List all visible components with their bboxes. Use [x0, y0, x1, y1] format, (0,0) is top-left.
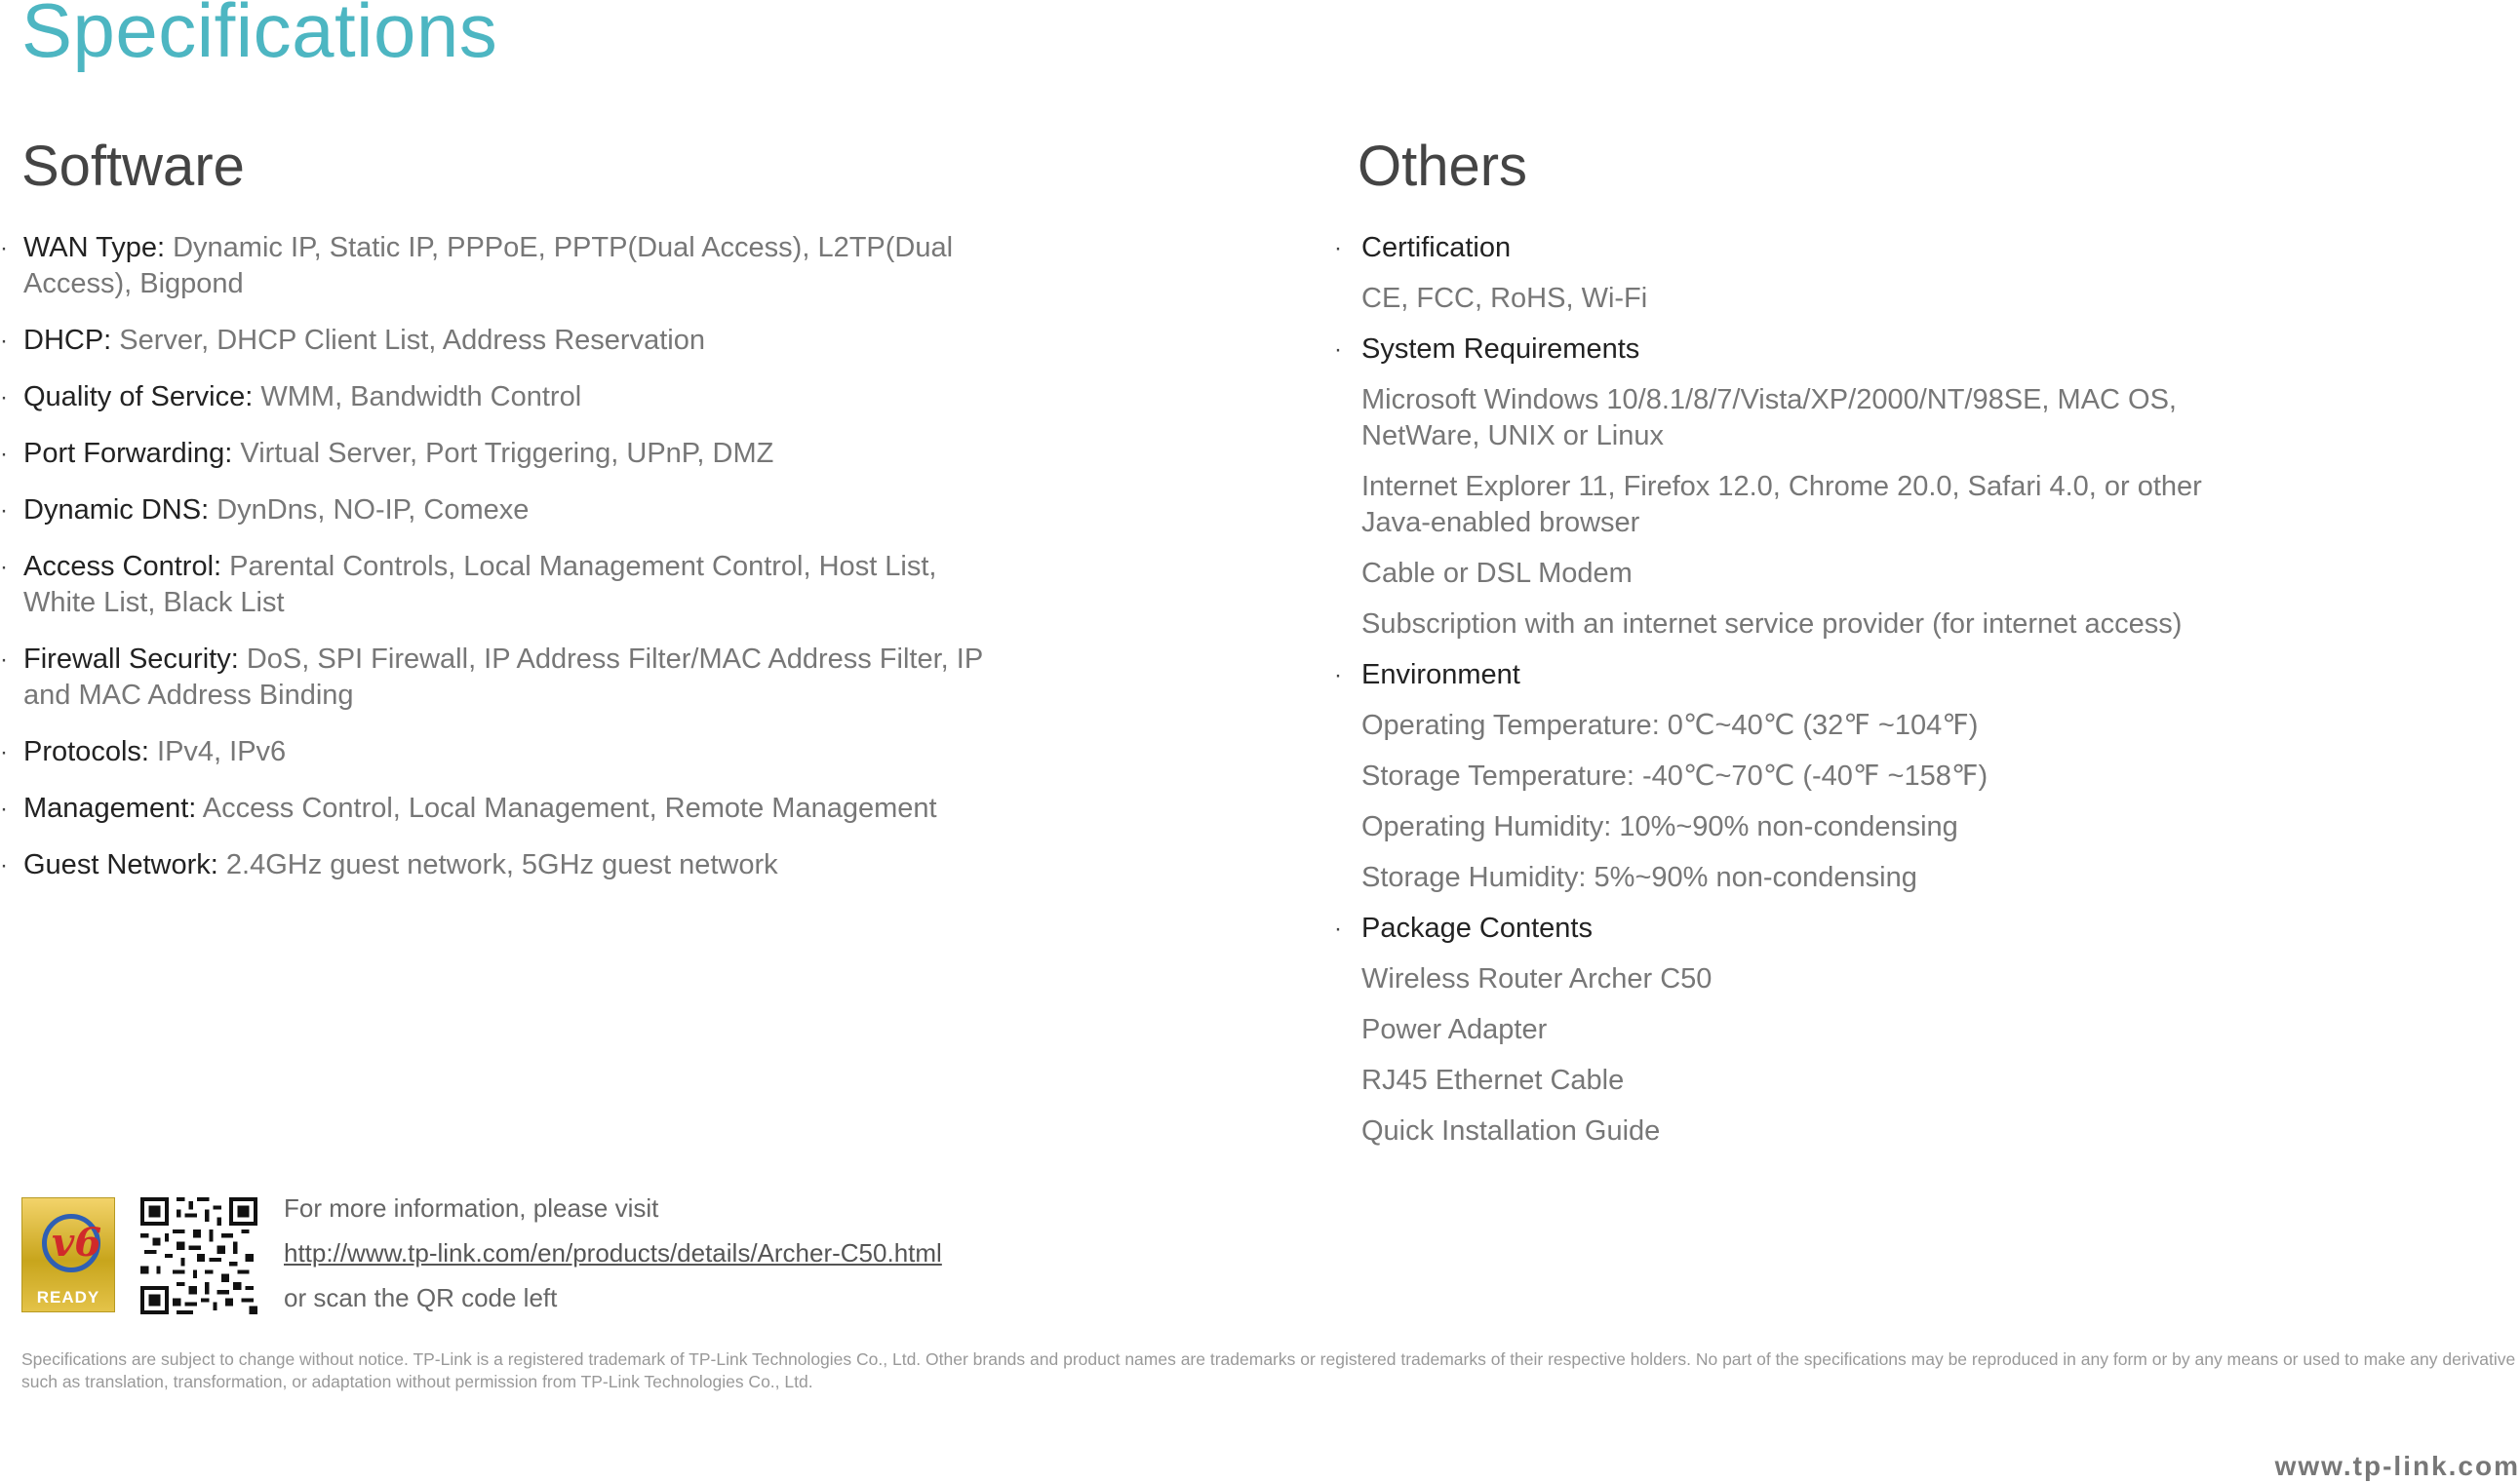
spec-label: Management: [23, 793, 197, 824]
bullet-icon: · [1334, 916, 1342, 942]
bullet-icon: · [0, 739, 8, 765]
system-requirement-isp: Subscription with an internet service provider (for internet access) [1361, 608, 2183, 640]
spec-item-firewall-security [0, 642, 1024, 714]
storage-temperature: Storage Temperature: -40℃~70℃ (-40℉ ~158℉) [1361, 761, 1988, 792]
bullet-icon: · [0, 796, 8, 822]
scan-qr-text: or scan the QR code left [284, 1283, 558, 1312]
bullet-icon: · [0, 235, 8, 261]
spec-value: DynDns, NO-IP, Comexe [209, 494, 530, 526]
spec-label: Quality of Service: [23, 381, 254, 412]
system-requirements-heading [1334, 332, 2309, 368]
software-heading: Software [21, 135, 245, 198]
section-label: Environment [1361, 659, 1520, 690]
section-label: Certification [1361, 232, 1512, 263]
spec-label: DHCP: [23, 325, 112, 356]
bullet-icon: · [1334, 662, 1342, 688]
others-heading: Others [1358, 135, 1528, 198]
section-label: System Requirements [1361, 333, 1640, 365]
package-item-power-adapter: Power Adapter [1361, 1014, 1548, 1045]
spec-item-dhcp [0, 323, 1024, 359]
bullet-icon: · [0, 497, 8, 524]
bullet-icon: · [0, 441, 8, 467]
legal-disclaimer: Specifications are subject to change without notice. TP-Link is a registered trademark of TP-Link Technologies Co., Ltd. Other brands and product names are trademarks or registered trademarks of their respective holders. No part of the specifications may be reproduced in any form or by any means or used to make any derivative such as translation, transformation, or adaptation without permission from TP-Link Technologies Co., Ltd. [21, 1349, 2516, 1391]
spec-value: Virtual Server, Port Triggering, UPnP, DMZ [232, 438, 774, 469]
system-requirement-browser: Internet Explorer 11, Firefox 12.0, Chrome 20.0, Safari 4.0, or other Java-enabled browser [1361, 471, 2202, 538]
spec-item-dynamic-dns [0, 492, 1024, 528]
qr-code-icon [140, 1197, 257, 1314]
ipv6-ready-logo [21, 1197, 115, 1312]
logo-v6-text: v6 [52, 1220, 102, 1266]
logo-ready-text: READY [36, 1288, 100, 1307]
bullet-icon: · [1334, 336, 1342, 363]
spec-item-access-control [0, 549, 965, 621]
section-label: Package Contents [1361, 913, 1593, 944]
bullet-icon: · [0, 852, 8, 878]
bullet-icon: · [0, 554, 8, 580]
spec-item-protocols [0, 734, 1024, 770]
spec-item-qos [0, 379, 1024, 415]
spec-value: Parental Controls, Local Management Control, Host List, White List, Black List [23, 551, 937, 618]
spec-value: 2.4GHz guest network, 5GHz guest network [217, 849, 778, 880]
system-requirement-modem: Cable or DSL Modem [1361, 558, 1633, 589]
spec-label: Firewall Security: [23, 644, 239, 675]
spec-label: Dynamic DNS: [23, 494, 210, 526]
spec-item-port-forwarding [0, 436, 1024, 472]
bullet-icon: · [0, 384, 8, 410]
more-info-text: For more information, please visit [284, 1193, 659, 1223]
software-spec-list [0, 230, 1053, 904]
bullet-icon: · [0, 328, 8, 354]
spec-label: Protocols: [23, 736, 149, 767]
operating-temperature: Operating Temperature: 0℃~40℃ (32℉ ~104℉) [1361, 710, 1979, 741]
certification-value: CE, FCC, RoHS, Wi-Fi [1361, 283, 1648, 314]
spec-label: WAN Type: [23, 232, 166, 263]
spec-value: Access Control, Local Management, Remote Management [196, 793, 937, 824]
storage-humidity: Storage Humidity: 5%~90% non-condensing [1361, 862, 1917, 893]
package-item-router: Wireless Router Archer C50 [1361, 963, 1713, 995]
spec-label: Guest Network: [23, 849, 218, 880]
spec-value: IPv4, IPv6 [148, 736, 287, 767]
spec-value: DoS, SPI Firewall, IP Address Filter/MAC Address Filter, IP and MAC Address Binding [23, 644, 983, 711]
spec-item-guest-network [0, 847, 1024, 883]
spec-value: Server, DHCP Client List, Address Reservation [111, 325, 705, 356]
spec-label: Access Control: [23, 551, 222, 582]
operating-humidity: Operating Humidity: 10%~90% non-condensing [1361, 811, 1958, 842]
bullet-icon: · [1334, 235, 1342, 261]
system-requirement-os: Microsoft Windows 10/8.1/8/7/Vista/XP/2000/NT/98SE, MAC OS, NetWare, UNIX or Linux [1361, 384, 2177, 451]
package-item-quick-guide: Quick Installation Guide [1361, 1115, 1661, 1147]
spec-item-wan-type [0, 230, 1024, 302]
spec-label: Port Forwarding: [23, 438, 233, 469]
others-spec-list [1334, 230, 2309, 1164]
product-link[interactable]: http://www.tp-link.com/en/products/details/Archer-C50.html [284, 1238, 942, 1268]
package-item-ethernet-cable: RJ45 Ethernet Cable [1361, 1065, 1625, 1096]
package-contents-heading [1334, 911, 2309, 947]
spec-value: Dynamic IP, Static IP, PPPoE, PPTP(Dual Access), L2TP(Dual Access), Bigpond [23, 232, 954, 299]
bullet-icon: · [0, 646, 8, 673]
certification-heading [1334, 230, 2309, 266]
page-title: Specifications [21, 0, 498, 73]
spec-value: WMM, Bandwidth Control [253, 381, 582, 412]
spec-item-management [0, 791, 1024, 827]
site-url[interactable]: www.tp-link.com [2274, 1451, 2520, 1481]
environment-heading [1334, 657, 2309, 693]
